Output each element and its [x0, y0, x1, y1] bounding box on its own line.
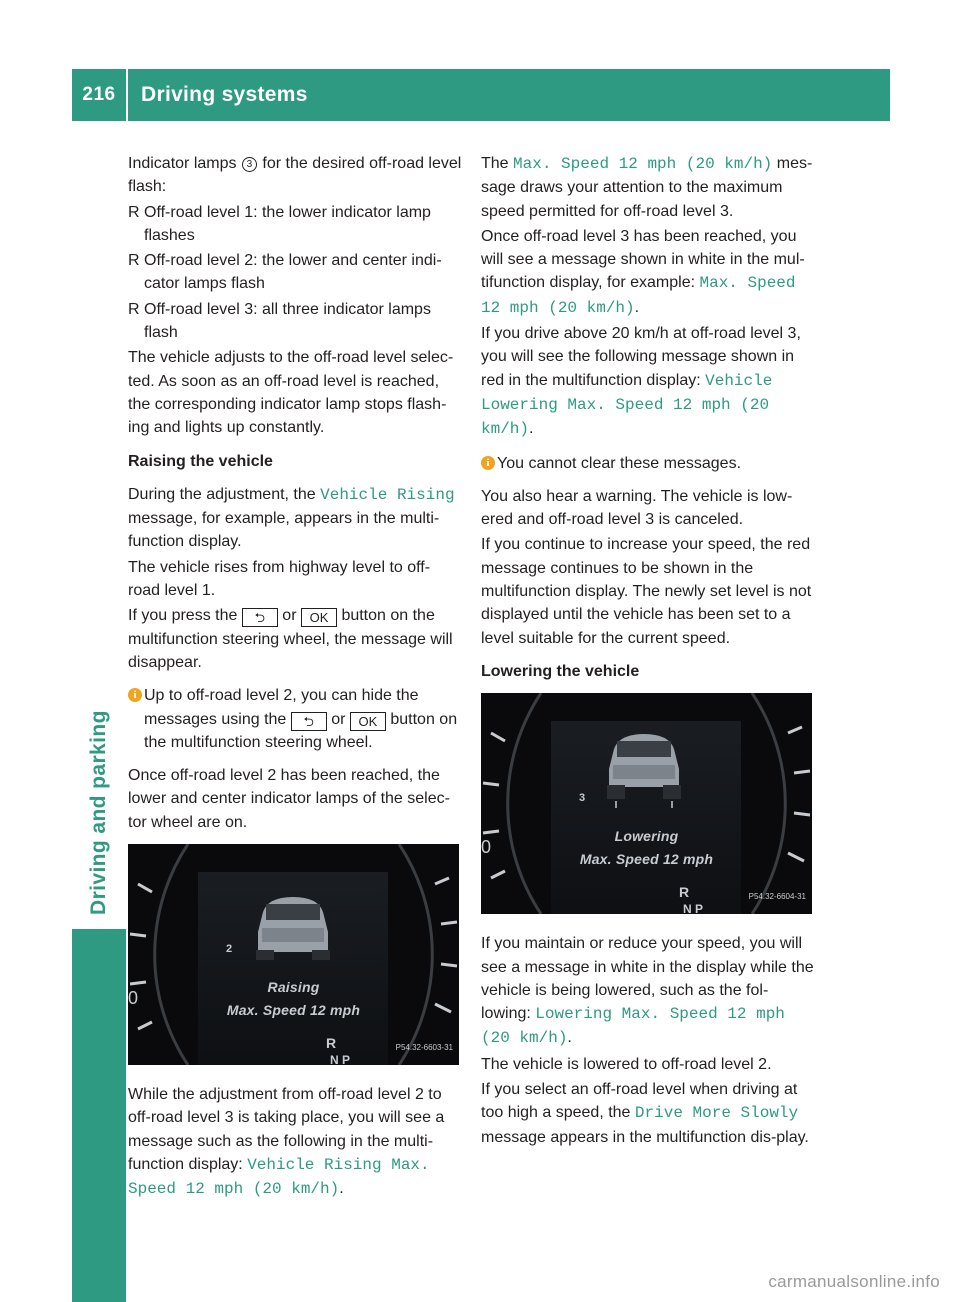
display-line-2: Max. Speed 12 mph — [579, 851, 714, 868]
paragraph: The vehicle adjusts to the off-road level selec-ted. As soon as an off-road level is reached, the corresponding indicator lamp stops flash-ing and lights up constantly. — [128, 349, 454, 437]
gear-np: N P — [330, 1053, 351, 1066]
paragraph: Once off-road level 3 has been reached, you will see a message shown in white in the mul-tifunction display, for example: Max. Speed 12 mph (20 km/h). — [481, 227, 805, 317]
list-item: R Off-road level 3: all three indicator lamps flash — [128, 298, 462, 345]
gear-r: R — [679, 884, 690, 901]
paragraph: The vehicle rises from highway level to off-road level 1. — [128, 558, 431, 600]
paragraph: Once off-road level 2 has been reached, the lower and center indicator lamps of the selec-tor wheel are on. — [128, 767, 450, 831]
instrument-cluster-photo-lowering — [481, 693, 812, 914]
display-message: Drive More Slowly — [634, 1104, 799, 1123]
side-color-block — [72, 929, 126, 1302]
paragraph: If you select an off-road level when driving at too high a speed, the Drive More Slowly message appears in the multifunction dis-play. — [481, 1081, 809, 1146]
gear-np: N P — [683, 902, 704, 915]
chapter-side-label: Driving and parking — [87, 710, 110, 915]
paragraph: The vehicle is lowered to off-road level 2. — [481, 1055, 772, 1073]
svg-text:0: 0 — [481, 837, 492, 858]
image-reference: P54.32-6603-31 — [395, 1042, 453, 1052]
ok-button-icon: OK — [301, 608, 337, 627]
image-reference: P54.32-6604-31 — [748, 891, 806, 901]
subheading-lowering: Lowering the vehicle — [481, 662, 640, 680]
display-line-2: Max. Speed 12 mph — [226, 1002, 361, 1019]
info-icon: i — [481, 456, 495, 470]
callout-number: 3 — [242, 157, 257, 172]
gear-r: R — [326, 1035, 337, 1052]
ok-button-icon: OK — [350, 712, 386, 731]
paragraph: If you drive above 20 km/h at off-road level 3, you will see the following message shown in red in the multifunction display: Vehicle Lowering Max. Speed 12 mph (20 km/h). — [481, 325, 801, 439]
list-item: R Off-road level 1: the lower indicator lamp flashes — [128, 201, 462, 248]
paragraph: If you continue to increase your speed, the red message continues to be shown in the multifunction display. The newly set level is not displayed until the vehicle has been set to a level suitable for the current speed. — [481, 536, 812, 647]
left-column — [128, 152, 462, 1212]
bullet-mark: R — [128, 203, 140, 221]
display-message: Vehicle Rising Max. Speed 12 mph (20 km/h) — [128, 1155, 430, 1199]
level-indicator: 2 — [226, 943, 233, 956]
paragraph: If you maintain or reduce your speed, you will see a message in white in the display while the vehicle is being lowered, such as the fol-lowing: Lowering Max. Speed 12 mph (20 km/h). — [481, 935, 814, 1048]
paragraph: The Max. Speed 12 mph (20 km/h) mes-sage draws your attention to the maximum speed permitted for off-road level 3. — [481, 155, 813, 220]
list-item: R Off-road level 2: the lower and center indi-cator lamps flash — [128, 249, 462, 296]
back-button-icon: ⮌ — [242, 608, 278, 627]
info-note: i Up to off-road level 2, you can hide the messages using the ⮌ or OK button on the multifunction steering wheel. — [128, 684, 462, 754]
bullet-mark: R — [128, 300, 140, 318]
level-indicator: 3 — [579, 792, 586, 805]
bullet-mark: R — [128, 252, 140, 270]
right-dial-graphic — [379, 844, 459, 1065]
display-message: Max. Speed 12 mph (20 km/h) — [481, 274, 796, 317]
left-dial-graphic — [128, 844, 208, 1065]
display-line-1: Lowering — [614, 828, 679, 845]
display-message: Max. Speed 12 mph (20 km/h) — [513, 155, 773, 173]
subheading-raising: Raising the vehicle — [128, 452, 273, 470]
paragraph: Indicator lamps 3 for the desired off-road level flash: — [128, 155, 462, 196]
info-note: i You cannot clear these messages. — [481, 452, 815, 475]
header-divider — [126, 69, 128, 121]
display-message: Vehicle Lowering Max. Speed 12 mph (20 km/h) — [481, 371, 773, 439]
display-message: Lowering Max. Speed 12 mph (20 km/h) — [481, 1005, 785, 1048]
section-title: Driving systems — [141, 83, 308, 106]
paragraph: If you press the ⮌ or OK button on the multifunction steering wheel, the message will disappear. — [128, 607, 453, 671]
right-column — [481, 152, 815, 1159]
paragraph: You also hear a warning. The vehicle is low-ered and off-road level 3 is canceled. — [481, 487, 793, 529]
info-icon: i — [128, 688, 142, 702]
vehicle-rear-icon — [599, 729, 689, 809]
paragraph: While the adjustment from off-road level 2 to off-road level 3 is taking place, you will see a message such as the following in the multi-function display: Vehicle Rising Max. Speed 12 mph (20 km/h). — [128, 1086, 445, 1199]
watermark: carmanualsonline.info — [768, 1272, 940, 1291]
display-line-1: Raising — [267, 979, 320, 996]
page-number: 216 — [82, 84, 116, 105]
display-message: Vehicle Rising — [320, 485, 455, 504]
instrument-cluster-photo-raising — [128, 844, 459, 1065]
vehicle-rear-icon — [248, 892, 338, 962]
svg-text:0: 0 — [128, 988, 139, 1009]
right-dial-graphic — [732, 693, 812, 914]
paragraph: During the adjustment, the Vehicle Rising message, for example, appears in the multi-function display. — [128, 485, 455, 551]
back-button-icon: ⮌ — [291, 712, 327, 731]
left-dial-graphic — [481, 693, 561, 914]
